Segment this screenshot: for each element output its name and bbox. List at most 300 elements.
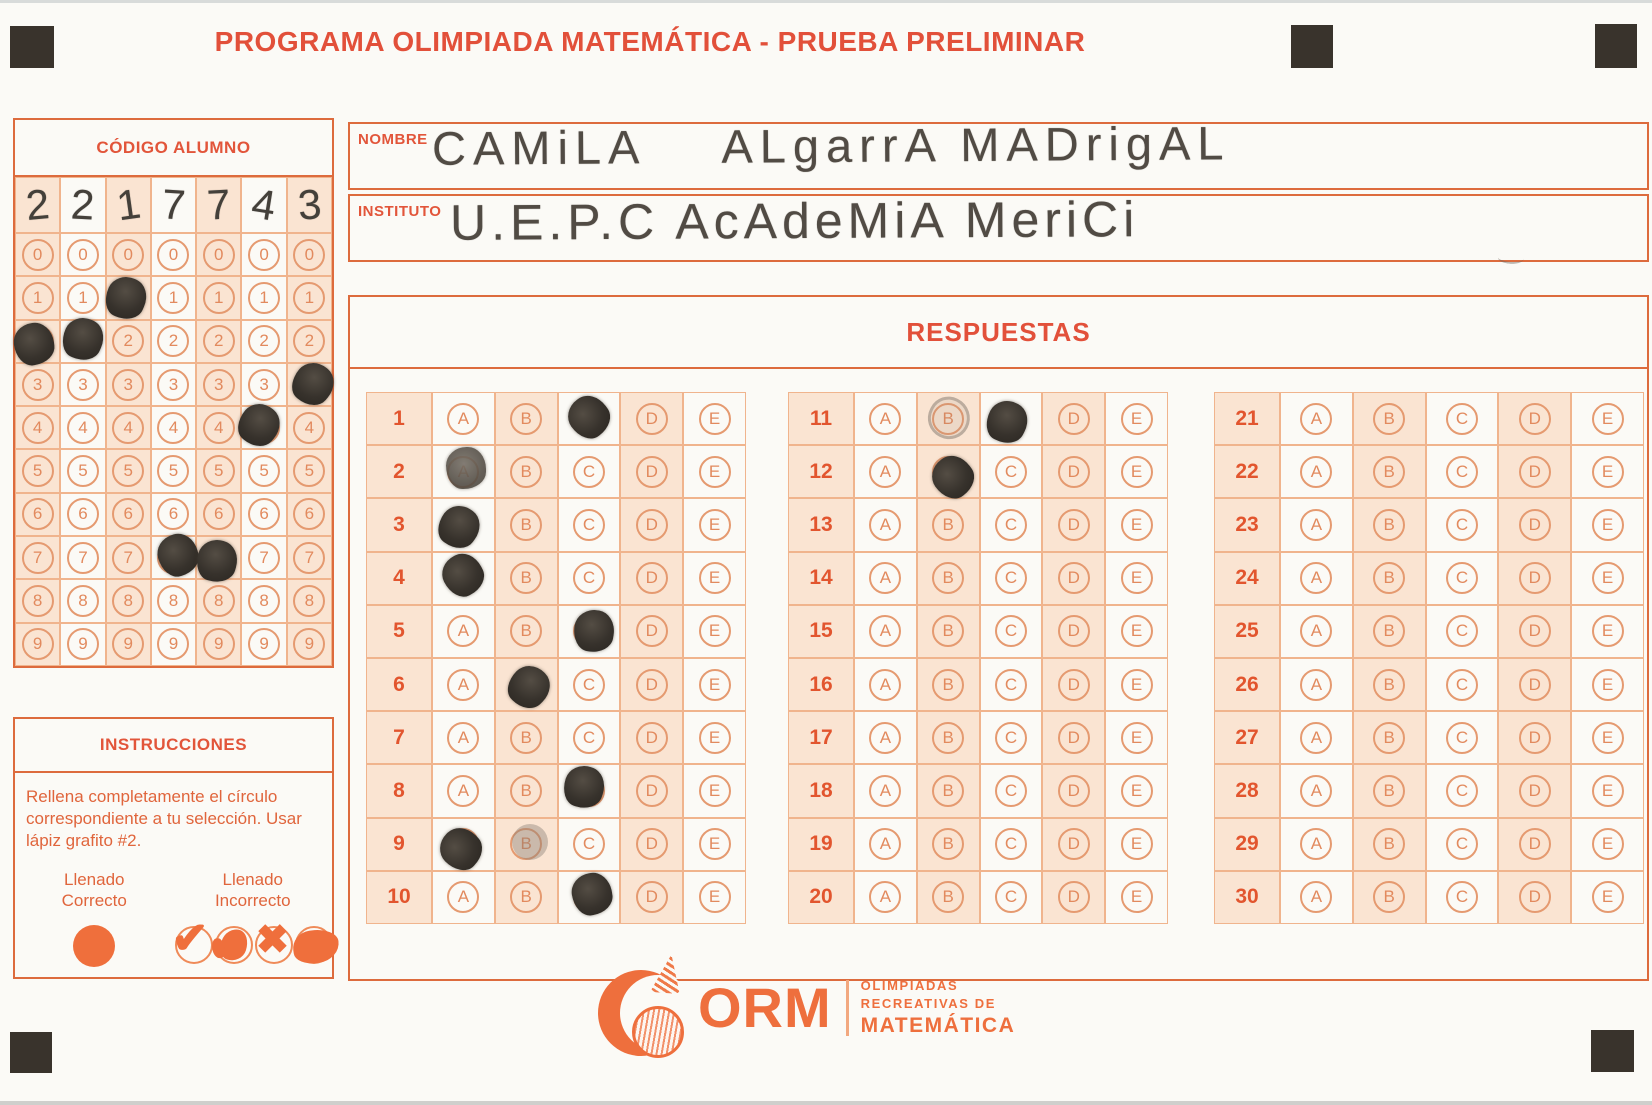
q21-option-A-bubble: A	[1280, 392, 1353, 445]
pencil-mark-q12-B	[925, 448, 982, 505]
q25-option-D-bubble: D	[1498, 605, 1571, 658]
registration-mark	[10, 26, 54, 68]
q25-option-C-bubble: C	[1426, 605, 1499, 658]
q17-option-A-bubble: A	[854, 711, 917, 764]
q7-option-B-bubble: B	[495, 711, 558, 764]
question-24-number: 24	[1214, 552, 1280, 605]
q1-option-B-bubble: B	[495, 392, 558, 445]
q4-option-D-bubble: D	[620, 552, 683, 605]
q16-option-C-bubble: C	[980, 658, 1043, 711]
q23-option-E-bubble: E	[1571, 498, 1644, 551]
codigo-bubble-col3-digit9: 9	[106, 623, 151, 666]
codigo-bubble-col3-digit2: 2	[106, 320, 151, 363]
q29-option-C-bubble: C	[1426, 818, 1499, 871]
q24-option-E-bubble: E	[1571, 552, 1644, 605]
q21-option-B-bubble: B	[1353, 392, 1426, 445]
q22-option-D-bubble: D	[1498, 445, 1571, 498]
q6-option-D-bubble: D	[620, 658, 683, 711]
q7-option-D-bubble: D	[620, 711, 683, 764]
instrucciones-header: INSTRUCCIONES	[15, 719, 332, 773]
registration-mark	[1591, 1030, 1634, 1072]
question-26-number: 26	[1214, 658, 1280, 711]
q3-option-D-bubble: D	[620, 498, 683, 551]
q22-option-E-bubble: E	[1571, 445, 1644, 498]
pencil-mark-q10-C	[569, 871, 615, 919]
codigo-bubble-col3-digit4: 4	[106, 406, 151, 449]
q12-option-D-bubble: D	[1042, 445, 1105, 498]
q5-option-B-bubble: B	[495, 605, 558, 658]
q13-option-A-bubble: A	[854, 498, 917, 551]
codigo-handwritten-digit-col7: 3	[287, 177, 332, 233]
codigo-bubble-col7-digit1: 1	[287, 276, 332, 319]
q16-option-B-bubble: B	[917, 658, 980, 711]
q26-option-E-bubble: E	[1571, 658, 1644, 711]
q9-option-A-bubble	[432, 818, 495, 871]
codigo-bubble-col4-digit3: 3	[151, 363, 196, 406]
codigo-bubble-col5-digit1: 1	[196, 276, 241, 319]
q16-option-D-bubble: D	[1042, 658, 1105, 711]
question-28-number: 28	[1214, 764, 1280, 817]
codigo-bubble-col6-digit1: 1	[241, 276, 286, 319]
question-5-number: 5	[366, 605, 432, 658]
q13-option-D-bubble: D	[1042, 498, 1105, 551]
question-13-number: 13	[788, 498, 854, 551]
question-16-number: 16	[788, 658, 854, 711]
q10-option-A-bubble: A	[432, 871, 495, 924]
q2-option-D-bubble: D	[620, 445, 683, 498]
q14-option-D-bubble: D	[1042, 552, 1105, 605]
registration-mark	[1595, 24, 1637, 68]
codigo-bubble-col5-digit6: 6	[196, 493, 241, 536]
scan-edge	[0, 1101, 1652, 1105]
codigo-bubble-col2-digit4: 4	[60, 406, 105, 449]
codigo-handwritten-digit-col6: 4	[241, 177, 286, 233]
q16-option-A-bubble: A	[854, 658, 917, 711]
instrucciones-panel	[13, 717, 334, 979]
q28-option-A-bubble: A	[1280, 764, 1353, 817]
page-title: PROGRAMA OLIMPIADA MATEMÁTICA - PRUEBA PRELIMINAR	[214, 26, 1086, 57]
codigo-bubble-col3-digit1	[106, 276, 151, 319]
codigo-handwritten-digit-col5: 7	[196, 177, 241, 233]
q24-option-A-bubble: A	[1280, 552, 1353, 605]
q1-option-C-bubble	[558, 392, 621, 445]
codigo-bubble-col2-digit1: 1	[60, 276, 105, 319]
q5-option-D-bubble: D	[620, 605, 683, 658]
codigo-bubble-col7-digit2: 2	[287, 320, 332, 363]
pencil-mark-q9-B	[505, 817, 556, 868]
q4-option-A-bubble	[432, 552, 495, 605]
codigo-bubble-col2-digit8: 8	[60, 579, 105, 622]
codigo-bubble-col5-digit8: 8	[196, 579, 241, 622]
q27-option-D-bubble: D	[1498, 711, 1571, 764]
question-17-number: 17	[788, 711, 854, 764]
codigo-bubble-col5-digit3: 3	[196, 363, 241, 406]
q15-option-A-bubble: A	[854, 605, 917, 658]
q26-option-B-bubble: B	[1353, 658, 1426, 711]
q13-option-C-bubble: C	[980, 498, 1043, 551]
codigo-bubble-col5-digit0: 0	[196, 233, 241, 276]
q12-option-B-bubble	[917, 445, 980, 498]
q1-option-E-bubble: E	[683, 392, 746, 445]
pencil-mark	[285, 355, 343, 413]
q19-option-D-bubble: D	[1042, 818, 1105, 871]
q18-option-D-bubble: D	[1042, 764, 1105, 817]
logo-divider	[846, 980, 849, 1036]
q30-option-E-bubble: E	[1571, 871, 1644, 924]
q12-option-A-bubble: A	[854, 445, 917, 498]
question-25-number: 25	[1214, 605, 1280, 658]
answer-block-11-20	[788, 392, 1168, 924]
q12-option-E-bubble: E	[1105, 445, 1168, 498]
incorrect-scribble-icon	[294, 925, 332, 967]
question-15-number: 15	[788, 605, 854, 658]
q28-option-B-bubble: B	[1353, 764, 1426, 817]
q28-option-E-bubble: E	[1571, 764, 1644, 817]
q14-option-E-bubble: E	[1105, 552, 1168, 605]
q25-option-E-bubble: E	[1571, 605, 1644, 658]
q14-option-A-bubble: A	[854, 552, 917, 605]
q6-option-B-bubble	[495, 658, 558, 711]
question-14-number: 14	[788, 552, 854, 605]
q10-option-E-bubble: E	[683, 871, 746, 924]
codigo-bubble-col1-digit6: 6	[15, 493, 60, 536]
q13-option-E-bubble: E	[1105, 498, 1168, 551]
codigo-bubble-col1-digit5: 5	[15, 449, 60, 492]
question-30-number: 30	[1214, 871, 1280, 924]
q28-option-C-bubble: C	[1426, 764, 1499, 817]
codigo-bubble-col1-digit7: 7	[15, 536, 60, 579]
q17-option-C-bubble: C	[980, 711, 1043, 764]
pencil-mark-q8-C	[558, 761, 609, 813]
q22-option-B-bubble: B	[1353, 445, 1426, 498]
codigo-bubble-col6-digit8: 8	[241, 579, 286, 622]
stray-pencil-mark	[1497, 250, 1524, 266]
q10-option-C-bubble	[558, 871, 621, 924]
q9-option-C-bubble: C	[558, 818, 621, 871]
q27-option-E-bubble: E	[1571, 711, 1644, 764]
respuestas-header: RESPUESTAS	[350, 297, 1647, 369]
logo-wordmark: OLIMPIADAS RECREATIVAS DE MATEMÁTICA	[860, 978, 1016, 1037]
q3-option-B-bubble: B	[495, 498, 558, 551]
q18-option-A-bubble: A	[854, 764, 917, 817]
codigo-bubble-col2-digit3: 3	[60, 363, 105, 406]
codigo-bubble-col5-digit9: 9	[196, 623, 241, 666]
question-12-number: 12	[788, 445, 854, 498]
question-9-number: 9	[366, 818, 432, 871]
codigo-bubble-col5-digit4: 4	[196, 406, 241, 449]
q5-option-A-bubble: A	[432, 605, 495, 658]
incorrect-partial-fill-icon	[214, 925, 252, 967]
codigo-bubble-col7-digit7: 7	[287, 536, 332, 579]
codigo-bubble-col3-digit0: 0	[106, 233, 151, 276]
codigo-bubble-col4-digit9: 9	[151, 623, 196, 666]
question-8-number: 8	[366, 764, 432, 817]
codigo-bubble-col1-digit3: 3	[15, 363, 60, 406]
answer-block-21-30	[1214, 392, 1644, 924]
codigo-bubble-col7-digit9: 9	[287, 623, 332, 666]
codigo-handwritten-digit-col4: 7	[151, 177, 196, 233]
question-3-number: 3	[366, 498, 432, 551]
q2-option-C-bubble: C	[558, 445, 621, 498]
q17-option-B-bubble: B	[917, 711, 980, 764]
q19-option-B-bubble: B	[917, 818, 980, 871]
q24-option-B-bubble: B	[1353, 552, 1426, 605]
q10-option-D-bubble: D	[620, 871, 683, 924]
q11-option-D-bubble: D	[1042, 392, 1105, 445]
orm-acronym: ORM	[698, 976, 832, 1039]
q3-option-A-bubble	[432, 498, 495, 551]
codigo-bubble-col3-digit7: 7	[106, 536, 151, 579]
codigo-handwritten-digit-col3: 1	[106, 177, 151, 233]
q6-option-A-bubble: A	[432, 658, 495, 711]
q5-option-E-bubble: E	[683, 605, 746, 658]
q22-option-C-bubble: C	[1426, 445, 1499, 498]
question-27-number: 27	[1214, 711, 1280, 764]
q19-option-E-bubble: E	[1105, 818, 1168, 871]
q15-option-C-bubble: C	[980, 605, 1043, 658]
q13-option-B-bubble: B	[917, 498, 980, 551]
q8-option-E-bubble: E	[683, 764, 746, 817]
q29-option-B-bubble: B	[1353, 818, 1426, 871]
q15-option-E-bubble: E	[1105, 605, 1168, 658]
q23-option-D-bubble: D	[1498, 498, 1571, 551]
q26-option-D-bubble: D	[1498, 658, 1571, 711]
codigo-bubble-col6-digit0: 0	[241, 233, 286, 276]
question-22-number: 22	[1214, 445, 1280, 498]
question-11-number: 11	[788, 392, 854, 445]
question-18-number: 18	[788, 764, 854, 817]
codigo-bubble-col4-digit8: 8	[151, 579, 196, 622]
q7-option-E-bubble: E	[683, 711, 746, 764]
q5-option-C-bubble	[558, 605, 621, 658]
instituto-label: INSTITUTO	[358, 203, 442, 220]
q7-option-C-bubble: C	[558, 711, 621, 764]
codigo-handwritten-digit-col1: 2	[15, 177, 60, 233]
codigo-bubble-col7-digit3	[287, 363, 332, 406]
codigo-bubble-col6-digit7: 7	[241, 536, 286, 579]
q21-option-E-bubble: E	[1571, 392, 1644, 445]
q21-option-D-bubble: D	[1498, 392, 1571, 445]
pencil-mark	[11, 321, 56, 368]
q18-option-C-bubble: C	[980, 764, 1043, 817]
llenado-correcto-label: Llenado Correcto	[61, 869, 127, 910]
instrucciones-body: Rellena completamente el círculo correspondiente a tu selección. Usar lápiz grafito #2.	[26, 787, 302, 851]
question-19-number: 19	[788, 818, 854, 871]
codigo-bubble-col1-digit4: 4	[15, 406, 60, 449]
q8-option-D-bubble: D	[620, 764, 683, 817]
codigo-bubble-col2-digit2	[60, 320, 105, 363]
pencil-mark-q1-C	[560, 388, 617, 445]
codigo-bubble-col3-digit8: 8	[106, 579, 151, 622]
scan-edge	[0, 0, 1652, 3]
q25-option-B-bubble: B	[1353, 605, 1426, 658]
q1-option-D-bubble: D	[620, 392, 683, 445]
answer-block-1-10	[366, 392, 746, 924]
pencil-mark-q4-A	[436, 547, 491, 603]
question-7-number: 7	[366, 711, 432, 764]
codigo-bubble-col7-digit5: 5	[287, 449, 332, 492]
codigo-bubble-col6-digit5: 5	[241, 449, 286, 492]
q4-option-E-bubble: E	[683, 552, 746, 605]
q15-option-B-bubble: B	[917, 605, 980, 658]
q24-option-D-bubble: D	[1498, 552, 1571, 605]
codigo-bubble-col1-digit1: 1	[15, 276, 60, 319]
codigo-bubble-col7-digit0: 0	[287, 233, 332, 276]
respuestas-panel	[348, 295, 1649, 981]
q27-option-A-bubble: A	[1280, 711, 1353, 764]
codigo-bubble-col4-digit0: 0	[151, 233, 196, 276]
q1-option-A-bubble: A	[432, 392, 495, 445]
codigo-bubble-col6-digit2: 2	[241, 320, 286, 363]
pencil-mark-q11-B	[921, 389, 977, 445]
codigo-bubble-col4-digit4: 4	[151, 406, 196, 449]
codigo-alumno-panel	[13, 118, 334, 668]
q7-option-A-bubble: A	[432, 711, 495, 764]
codigo-bubble-col7-digit6: 6	[287, 493, 332, 536]
q6-option-C-bubble: C	[558, 658, 621, 711]
q4-option-C-bubble: C	[558, 552, 621, 605]
q17-option-E-bubble: E	[1105, 711, 1168, 764]
question-6-number: 6	[366, 658, 432, 711]
q8-option-A-bubble: A	[432, 764, 495, 817]
q11-option-E-bubble: E	[1105, 392, 1168, 445]
q29-option-E-bubble: E	[1571, 818, 1644, 871]
q24-option-C-bubble: C	[1426, 552, 1499, 605]
codigo-bubble-col3-digit6: 6	[106, 493, 151, 536]
llenado-incorrecto-label: Llenado Incorrecto	[214, 869, 291, 910]
codigo-handwritten-digit-col2: 2	[60, 177, 105, 233]
codigo-bubble-col4-digit2: 2	[151, 320, 196, 363]
q12-option-C-bubble: C	[980, 445, 1043, 498]
q15-option-D-bubble: D	[1042, 605, 1105, 658]
correct-filled-circle-icon	[73, 925, 115, 967]
nombre-label: NOMBRE	[358, 131, 428, 148]
codigo-alumno-grid	[15, 177, 332, 666]
pencil-mark	[56, 312, 110, 367]
q25-option-A-bubble: A	[1280, 605, 1353, 658]
q30-option-C-bubble: C	[1426, 871, 1499, 924]
incorrect-x-icon: ✖	[254, 925, 292, 967]
q23-option-B-bubble: B	[1353, 498, 1426, 551]
nombre-handwritten-value: CAMiLA ALgarrA MADrigAL	[431, 116, 1231, 175]
q11-option-C-bubble	[980, 392, 1043, 445]
q17-option-D-bubble: D	[1042, 711, 1105, 764]
pencil-mark	[99, 271, 153, 326]
q20-option-D-bubble: D	[1042, 871, 1105, 924]
q26-option-A-bubble: A	[1280, 658, 1353, 711]
codigo-bubble-col3-digit3: 3	[106, 363, 151, 406]
q18-option-B-bubble: B	[917, 764, 980, 817]
codigo-bubble-col6-digit3: 3	[241, 363, 286, 406]
q9-option-B-bubble: B	[495, 818, 558, 871]
q30-option-A-bubble: A	[1280, 871, 1353, 924]
q20-option-A-bubble: A	[854, 871, 917, 924]
q14-option-B-bubble: B	[917, 552, 980, 605]
q10-option-B-bubble: B	[495, 871, 558, 924]
question-23-number: 23	[1214, 498, 1280, 551]
q9-option-E-bubble: E	[683, 818, 746, 871]
q11-option-B-bubble: B	[917, 392, 980, 445]
q2-option-B-bubble: B	[495, 445, 558, 498]
pencil-mark-q3-A	[431, 498, 488, 555]
q28-option-D-bubble: D	[1498, 764, 1571, 817]
q26-option-C-bubble: C	[1426, 658, 1499, 711]
q29-option-A-bubble: A	[1280, 818, 1353, 871]
question-21-number: 21	[1214, 392, 1280, 445]
codigo-bubble-col2-digit9: 9	[60, 623, 105, 666]
q27-option-C-bubble: C	[1426, 711, 1499, 764]
q9-option-D-bubble: D	[620, 818, 683, 871]
pencil-mark-q5-C	[571, 608, 617, 656]
q23-option-C-bubble: C	[1426, 498, 1499, 551]
codigo-bubble-col6-digit4	[241, 406, 286, 449]
registration-mark	[10, 1032, 52, 1073]
codigo-bubble-col2-digit5: 5	[60, 449, 105, 492]
registration-mark	[1291, 25, 1333, 68]
q29-option-D-bubble: D	[1498, 818, 1571, 871]
q11-option-A-bubble: A	[854, 392, 917, 445]
q6-option-E-bubble: E	[683, 658, 746, 711]
codigo-bubble-col4-digit1: 1	[151, 276, 196, 319]
q16-option-E-bubble: E	[1105, 658, 1168, 711]
pencil-mark-q11-C	[980, 394, 1035, 450]
codigo-bubble-col2-digit0: 0	[60, 233, 105, 276]
codigo-bubble-col1-digit9: 9	[15, 623, 60, 666]
codigo-bubble-col5-digit5: 5	[196, 449, 241, 492]
q22-option-A-bubble: A	[1280, 445, 1353, 498]
q20-option-B-bubble: B	[917, 871, 980, 924]
codigo-bubble-col1-digit2	[15, 320, 60, 363]
q20-option-E-bubble: E	[1105, 871, 1168, 924]
q2-option-A-bubble	[432, 445, 495, 498]
codigo-bubble-col2-digit7: 7	[60, 536, 105, 579]
codigo-bubble-col7-digit8: 8	[287, 579, 332, 622]
codigo-bubble-col5-digit2: 2	[196, 320, 241, 363]
orm-logo-icon	[598, 954, 694, 1062]
q27-option-B-bubble: B	[1353, 711, 1426, 764]
q8-option-C-bubble	[558, 764, 621, 817]
question-2-number: 2	[366, 445, 432, 498]
q23-option-A-bubble: A	[1280, 498, 1353, 551]
q14-option-C-bubble: C	[980, 552, 1043, 605]
codigo-bubble-col4-digit5: 5	[151, 449, 196, 492]
q2-option-E-bubble: E	[683, 445, 746, 498]
q8-option-B-bubble: B	[495, 764, 558, 817]
codigo-bubble-col2-digit6: 6	[60, 493, 105, 536]
codigo-bubble-col1-digit8: 8	[15, 579, 60, 622]
codigo-bubble-col4-digit7	[151, 536, 196, 579]
instituto-handwritten-value: U.E.P.C AcAdeMiA MeriCi	[449, 191, 1140, 251]
question-20-number: 20	[788, 871, 854, 924]
codigo-alumno-header: CÓDIGO ALUMNO	[15, 120, 332, 177]
q30-option-B-bubble: B	[1353, 871, 1426, 924]
orm-logo	[598, 950, 1015, 1065]
question-10-number: 10	[366, 871, 432, 924]
q21-option-C-bubble: C	[1426, 392, 1499, 445]
q18-option-E-bubble: E	[1105, 764, 1168, 817]
codigo-bubble-col6-digit9: 9	[241, 623, 286, 666]
q3-option-C-bubble: C	[558, 498, 621, 551]
codigo-bubble-col3-digit5: 5	[106, 449, 151, 492]
codigo-bubble-col6-digit6: 6	[241, 493, 286, 536]
pencil-mark-q9-A	[432, 820, 490, 878]
codigo-bubble-col1-digit0: 0	[15, 233, 60, 276]
q20-option-C-bubble: C	[980, 871, 1043, 924]
pencil-mark-q6-B	[500, 658, 558, 716]
q3-option-E-bubble: E	[683, 498, 746, 551]
question-1-number: 1	[366, 392, 432, 445]
codigo-bubble-col7-digit4: 4	[287, 406, 332, 449]
